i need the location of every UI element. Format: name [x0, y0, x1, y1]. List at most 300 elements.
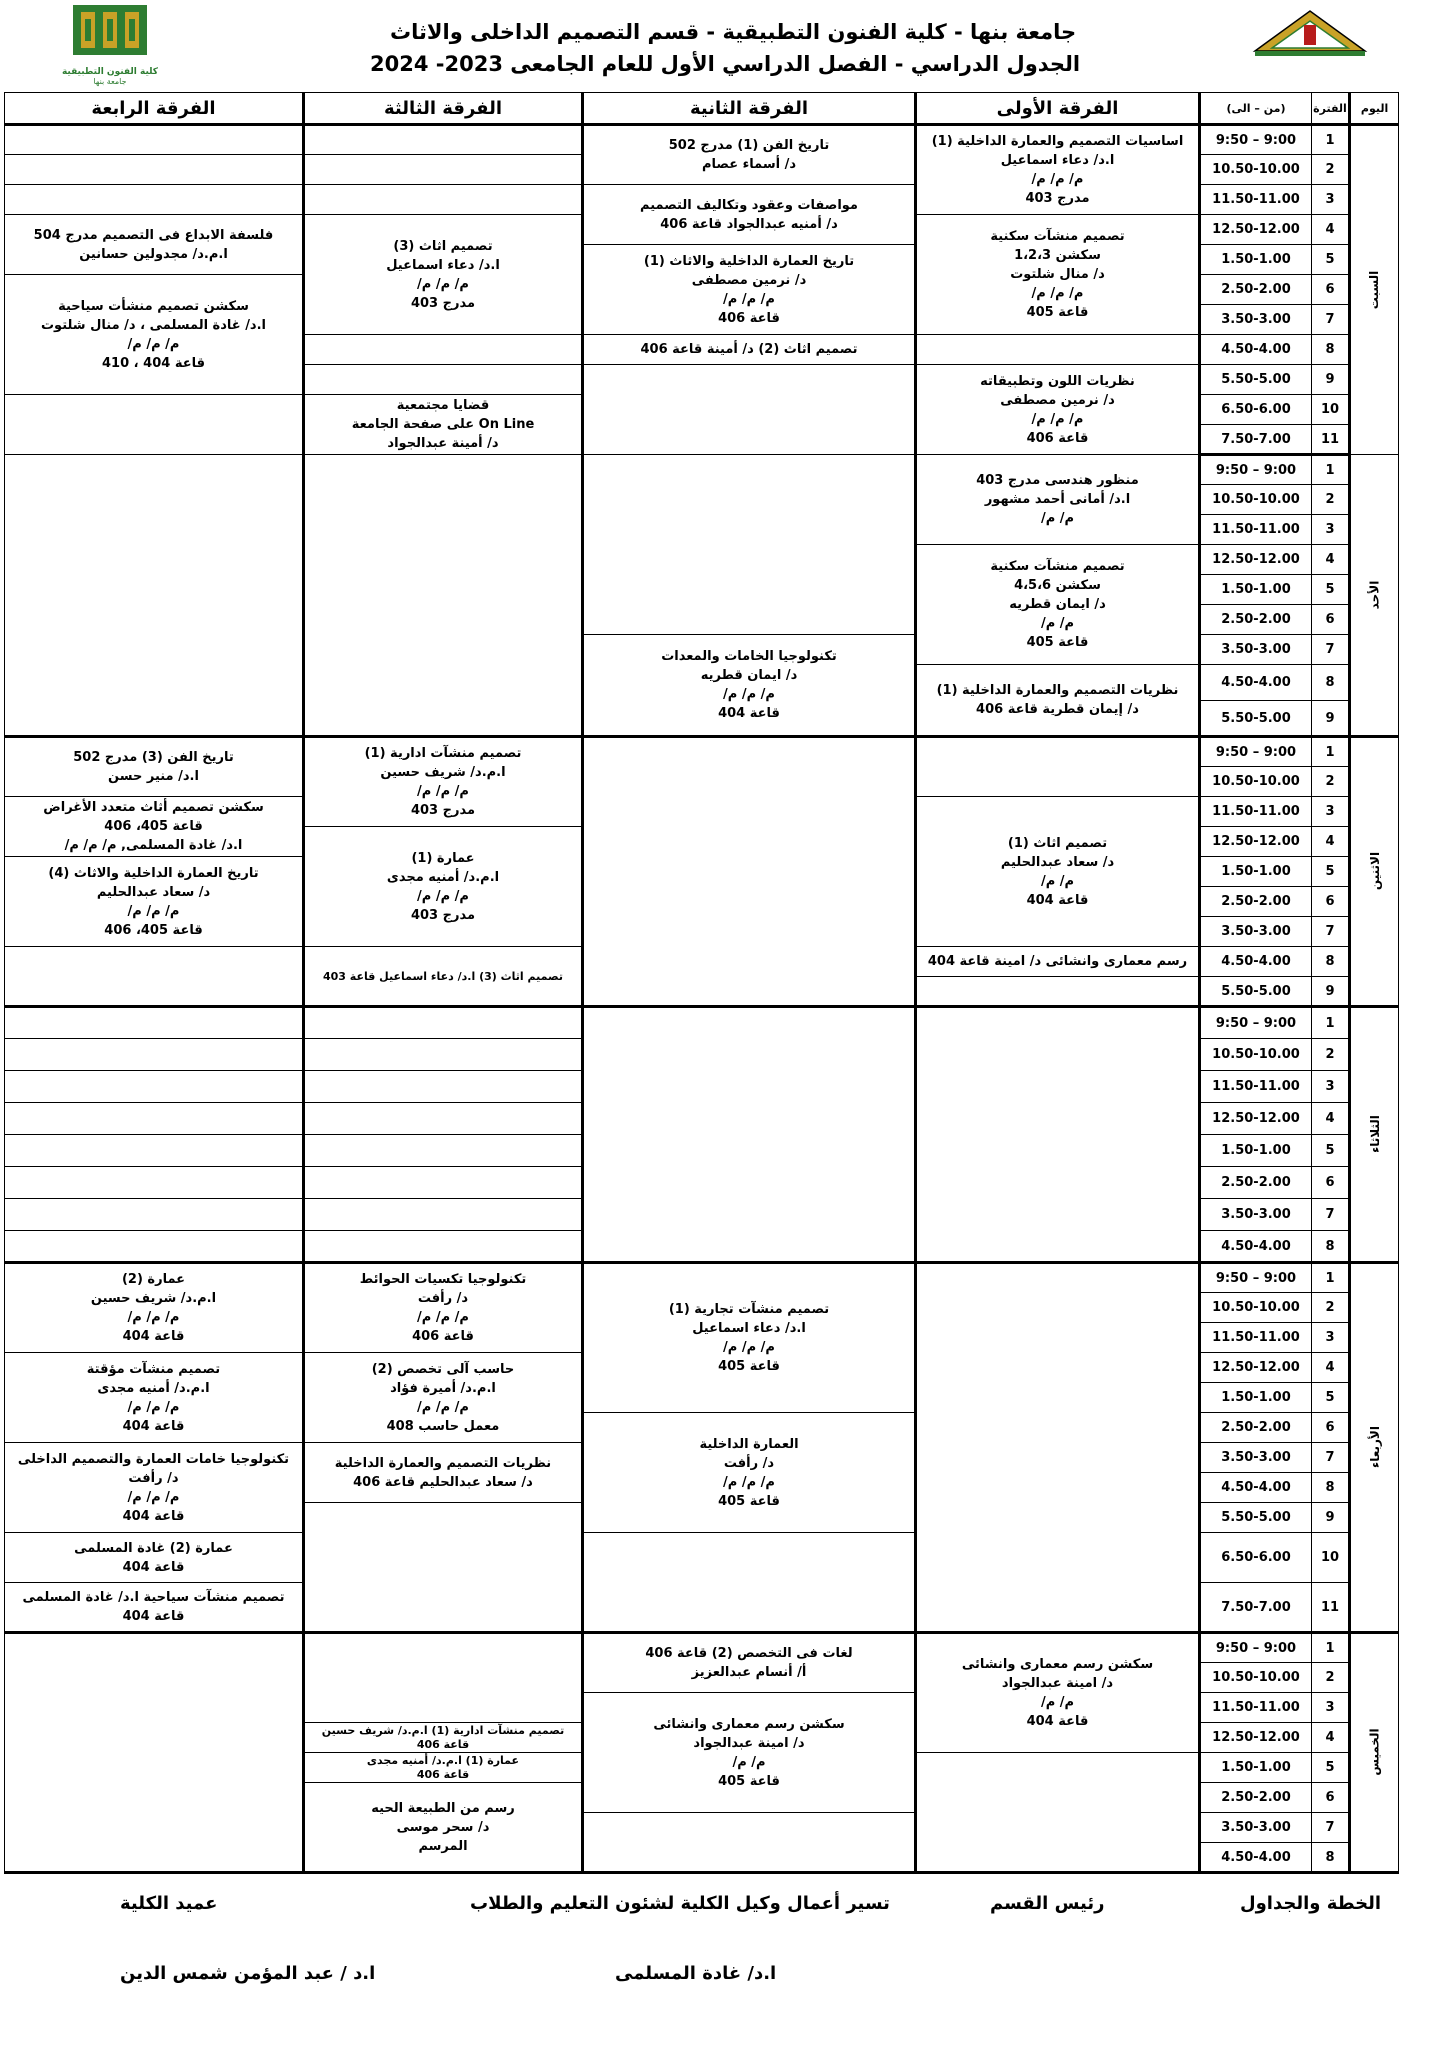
cell-line: رسم معمارى وانشائى د/ امينة قاعة 404	[927, 954, 1188, 969]
cell-line: د/ رأفت	[128, 1470, 179, 1486]
empty-cell	[304, 1007, 583, 1039]
cell-line: تصميم اثاث (2) د/ أمينة قاعة 406	[640, 342, 858, 357]
period-num: 1	[1312, 125, 1350, 155]
period-time: 11.50-11.00	[1200, 1323, 1312, 1353]
sat-row-1	[5, 125, 1399, 155]
empty-cell	[583, 1813, 916, 1873]
period-time: 11.50-11.00	[1200, 1071, 1312, 1103]
cell-line: ا.م.د/ أمنيه مجدى	[386, 869, 500, 885]
cell-line: قضايا مجتمعية	[396, 398, 490, 413]
cell-sat-y2-d	[583, 335, 916, 365]
period-time: 10.50-10.00	[1200, 485, 1312, 515]
period-num: 7	[1312, 1443, 1350, 1473]
header-row	[5, 93, 1399, 125]
period-time: 9:50 – 9:00	[1200, 455, 1312, 485]
empty-cell	[916, 977, 1200, 1007]
period-num: 4	[1312, 215, 1350, 245]
period-num: 2	[1312, 1293, 1350, 1323]
cell-line: تاريخ الفن (3) مدرج 502	[73, 750, 234, 765]
cell-line: عمارة (1) ا.م.د/ أمنيه مجدى	[366, 1753, 520, 1767]
period-time: 6.50-6.00	[1200, 1533, 1312, 1583]
cell-line: قاعة 405، 406	[104, 819, 203, 834]
col-period: الفترة	[1312, 93, 1350, 125]
cell-line: د/ سعاد عبدالحليم	[1000, 854, 1115, 870]
empty-cell	[5, 1135, 304, 1167]
cell-line: م/ م/ م/	[127, 336, 180, 352]
cell-line: تكنولوجيا خامات العمارة والتصميم الداخلى	[17, 1451, 290, 1467]
period-time: 9:50 – 9:00	[1200, 1007, 1312, 1039]
cell-line: ا.م.د/ أمنيه مجدى	[97, 1380, 210, 1396]
title-line-2: الجدول الدراسي - الفصل الدراسي الأول للعام الجامعى 2023- 2024	[370, 52, 1081, 76]
cell-line: تاريخ العمارة الداخلية والاثاث (4)	[48, 865, 259, 881]
period-num: 9	[1312, 365, 1350, 395]
cell-line: تصميم منشآت ادارية (1)	[364, 746, 522, 761]
period-num: 5	[1312, 575, 1350, 605]
cell-line: م/ م/ م/	[723, 687, 775, 702]
cell-line: قاعة 404	[122, 1418, 185, 1434]
cell-wed-y3-a	[304, 1263, 583, 1353]
empty-cell	[5, 1039, 304, 1071]
col-year-4: الفرقة الرابعة	[5, 93, 304, 125]
period-time: 1.50-1.00	[1200, 245, 1312, 275]
empty-cell	[304, 125, 583, 155]
empty-cell	[916, 1263, 1200, 1633]
cell-line: م/ م/ م/	[417, 1399, 469, 1415]
cell-line: قاعة 404	[1026, 1714, 1089, 1729]
empty-cell	[304, 1071, 583, 1103]
empty-cell	[583, 1007, 916, 1263]
cell-line: ا.د/ أمانى أحمد مشهور	[984, 492, 1131, 507]
empty-cell	[304, 335, 583, 365]
cell-line: م/ م/ م/	[1031, 286, 1084, 301]
cell-line: د/ أمنيه عبدالجواد قاعة 406	[660, 216, 838, 232]
cell-mon-y3-a	[304, 737, 583, 827]
cell-line: د/ سعاد عبدالحليم	[96, 884, 211, 900]
empty-cell	[916, 1753, 1200, 1873]
period-time: 10.50-10.00	[1200, 767, 1312, 797]
cell-sat-y2-b	[583, 185, 916, 245]
cell-sat-y2-a	[583, 125, 916, 185]
empty-cell	[916, 737, 1200, 797]
cell-sat-y1-a	[916, 125, 1200, 215]
period-num: 9	[1312, 1503, 1350, 1533]
period-num: 3	[1312, 1323, 1350, 1353]
schedule-table	[4, 92, 1399, 1874]
cell-sun-y2-a	[583, 635, 916, 737]
cell-line: قاعة 406	[416, 1737, 470, 1751]
empty-cell	[304, 1103, 583, 1135]
period-num: 9	[1312, 977, 1350, 1007]
cell-line: عمارة (2) غادة المسلمى	[74, 1540, 233, 1556]
period-time: 5.50-5.00	[1200, 365, 1312, 395]
empty-cell	[304, 1231, 583, 1263]
title-line-1: جامعة بنها - كلية الفنون التطبيقية - قسم التصميم الداخلى والاثاث	[390, 20, 1077, 44]
period-time: 1.50-1.00	[1200, 1135, 1312, 1167]
footer-department-head: رئيس القسم	[990, 1893, 1105, 1914]
period-num: 3	[1312, 1693, 1350, 1723]
cell-line: د/ رأفت	[417, 1291, 469, 1306]
cell-line: تصميم منشآت مؤقتة	[86, 1361, 221, 1377]
cell-line: تكنولوجيا تكسيات الحوائط	[359, 1272, 527, 1287]
cell-line: د/ رأفت	[723, 1455, 775, 1471]
cell-line: م/ م/ م/	[1031, 411, 1084, 427]
empty-cell	[5, 155, 304, 185]
period-time: 11.50-11.00	[1200, 515, 1312, 545]
period-num: 4	[1312, 827, 1350, 857]
period-num: 8	[1312, 1843, 1350, 1873]
period-num: 11	[1312, 1583, 1350, 1633]
cell-line: د/ سحر موسى	[396, 1819, 490, 1835]
cell-sat-y4-b	[5, 275, 304, 395]
day-tuesday: الثلاثاء	[1350, 1007, 1399, 1263]
period-time: 4.50-4.00	[1200, 947, 1312, 977]
cell-sat-y3-b	[304, 395, 583, 455]
period-num: 8	[1312, 1473, 1350, 1503]
col-year-3: الفرقة الثالثة	[304, 93, 583, 125]
cell-thu-y2-a	[583, 1633, 916, 1693]
empty-cell	[5, 1633, 304, 1873]
footer-plan: الخطة والجداول	[1240, 1893, 1382, 1914]
cell-line: رسم من الطبيعة الحيه	[371, 1800, 515, 1816]
cell-line: م/ م/	[1040, 616, 1075, 631]
footer-vice-dean-name: ا.د/ غادة المسلمى	[615, 1963, 777, 1984]
cell-line: د/ ايمان قطريه	[1009, 597, 1106, 612]
cell-line: قاعة 404	[122, 1559, 185, 1575]
period-time: 12.50-12.00	[1200, 1103, 1312, 1135]
cell-line: م/ م/ م/	[723, 1340, 775, 1355]
cell-wed-y3-c	[304, 1443, 583, 1503]
cell-thu-y3-a	[304, 1723, 583, 1753]
period-num: 6	[1312, 1413, 1350, 1443]
empty-cell	[304, 155, 583, 185]
cell-sat-y2-c	[583, 245, 916, 335]
period-time: 9:50 – 9:00	[1200, 737, 1312, 767]
cell-mon-y1-a	[916, 797, 1200, 947]
period-time: 3.50-3.00	[1200, 1199, 1312, 1231]
faculty-logo-icon	[55, 3, 165, 63]
period-num: 11	[1312, 425, 1350, 455]
period-num: 4	[1312, 1723, 1350, 1753]
period-num: 3	[1312, 797, 1350, 827]
col-time: (من – الى)	[1200, 93, 1312, 125]
cell-wed-y4-c	[5, 1443, 304, 1533]
cell-line: سكشن رسم معمارى وانشائى	[961, 1657, 1154, 1672]
period-num: 5	[1312, 857, 1350, 887]
footer-dean: عميد الكلية	[120, 1893, 218, 1914]
period-time: 3.50-3.00	[1200, 917, 1312, 947]
period-num: 6	[1312, 605, 1350, 635]
cell-wed-y2-a	[583, 1263, 916, 1413]
period-time: 11.50-11.00	[1200, 185, 1312, 215]
cell-line: ا.م.د/ شريف حسين	[380, 765, 506, 780]
cell-line: سكشن رسم معمارى وانشائى	[653, 1716, 845, 1732]
cell-line: قاعة 406	[718, 310, 780, 326]
period-num: 10	[1312, 395, 1350, 425]
period-time: 12.50-12.00	[1200, 215, 1312, 245]
day-sunday: الأحد	[1350, 455, 1399, 737]
empty-cell	[5, 1071, 304, 1103]
period-time: 2.50-2.00	[1200, 605, 1312, 635]
period-num: 7	[1312, 1813, 1350, 1843]
cell-line: ا.د/ دعاء اسماعيل	[692, 1321, 806, 1336]
cell-line: نظريات التصميم والعمارة الداخلية	[334, 1455, 552, 1471]
period-time: 9:50 – 9:00	[1200, 125, 1312, 155]
cell-line: تصميم منشآت تجارية (1)	[668, 1302, 830, 1317]
period-time: 2.50-2.00	[1200, 887, 1312, 917]
cell-line: د/ ايمان قطريه	[700, 668, 798, 683]
period-time: 10.50-10.00	[1200, 1293, 1312, 1323]
period-num: 8	[1312, 335, 1350, 365]
cell-line: قاعة 405	[718, 1493, 780, 1509]
cell-line: د/ منال شلتوت	[1010, 267, 1105, 282]
logo-text-faculty: كلية الفنون التطبيقية	[61, 67, 159, 77]
cell-line: ا.د/ دعاء اسماعيل	[386, 257, 500, 273]
empty-cell	[5, 1007, 304, 1039]
period-time: 3.50-3.00	[1200, 635, 1312, 665]
cell-line: عمارة (2)	[121, 1272, 186, 1287]
empty-cell	[5, 1199, 304, 1231]
period-time: 11.50-11.00	[1200, 797, 1312, 827]
empty-cell	[5, 947, 304, 1007]
period-num: 1	[1312, 1263, 1350, 1293]
period-time: 4.50-4.00	[1200, 665, 1312, 701]
cell-line: م/ م/ م/	[127, 903, 180, 919]
period-num: 4	[1312, 1103, 1350, 1135]
cell-mon-y4-c	[5, 857, 304, 947]
empty-cell	[583, 455, 916, 635]
period-num: 4	[1312, 1353, 1350, 1383]
cell-line: د/ إيمان قطرية قاعة 406	[976, 702, 1139, 717]
cell-line: ا.م.د/ شريف حسين	[90, 1291, 217, 1306]
empty-cell	[583, 1533, 916, 1633]
cell-line: تصميم منشآت سياحية ا.د/ غادة المسلمى	[22, 1590, 285, 1605]
cell-line: تصميم اثاث (3)	[393, 238, 493, 254]
period-time: 1.50-1.00	[1200, 857, 1312, 887]
cell-thu-y2-b	[583, 1693, 916, 1813]
period-num: 8	[1312, 665, 1350, 701]
cell-line: قاعة 404	[122, 1508, 185, 1524]
cell-mon-y4-a	[5, 737, 304, 797]
period-time: 12.50-12.00	[1200, 545, 1312, 575]
period-num: 1	[1312, 1633, 1350, 1663]
cell-mon-y3-c	[304, 947, 583, 1007]
footer-vice-dean: تسير أعمال وكيل الكلية لشئون التعليم والطلاب	[470, 1893, 890, 1914]
empty-cell	[304, 1199, 583, 1231]
cell-line: قاعة 406	[416, 1767, 470, 1781]
cell-line: م/ م/ م/	[723, 291, 775, 307]
cell-line: م/ م/	[1040, 1695, 1075, 1710]
empty-cell	[304, 185, 583, 215]
cell-wed-y3-b	[304, 1353, 583, 1443]
period-time: 10.50-10.00	[1200, 1663, 1312, 1693]
period-num: 3	[1312, 1071, 1350, 1103]
period-num: 6	[1312, 275, 1350, 305]
cell-sat-y1-b	[916, 215, 1200, 335]
period-time: 1.50-1.00	[1200, 575, 1312, 605]
cell-line: مدرج 403	[1025, 191, 1090, 206]
cell-line: تصميم منشآت ادارية (1) ا.م.د/ شريف حسين	[321, 1723, 565, 1737]
cell-sat-y3-a	[304, 215, 583, 335]
period-num: 6	[1312, 1783, 1350, 1813]
cell-line: العمارة الداخلية	[699, 1436, 799, 1452]
cell-line: سكشن تصميم أثاث متعدد الأغراض	[43, 800, 264, 815]
period-num: 2	[1312, 485, 1350, 515]
cell-line: تاريخ الفن (1) مدرج 502	[668, 138, 830, 153]
cell-line: قاعة 404	[1026, 892, 1089, 908]
cell-line: منظور هندسى مدرج 403	[976, 473, 1139, 488]
cell-line: سكشن تصميم منشأت سياحية	[58, 298, 249, 314]
cell-line: سكشن 4،5،6	[1014, 578, 1101, 593]
period-time: 10.50-10.00	[1200, 155, 1312, 185]
period-time: 4.50-4.00	[1200, 1231, 1312, 1263]
cell-line: سكشن 1،2،3	[1014, 248, 1101, 263]
period-num: 6	[1312, 887, 1350, 917]
empty-cell	[304, 1633, 583, 1723]
cell-thu-y1-a	[916, 1633, 1200, 1753]
university-logo-icon	[1250, 3, 1370, 63]
period-num: 7	[1312, 917, 1350, 947]
period-time: 2.50-2.00	[1200, 1783, 1312, 1813]
cell-line: عمارة (1)	[411, 850, 475, 866]
empty-cell	[916, 1007, 1200, 1263]
cell-line: قاعة 405	[718, 1359, 780, 1374]
period-num: 2	[1312, 1663, 1350, 1693]
period-num: 5	[1312, 245, 1350, 275]
empty-cell	[304, 1503, 583, 1633]
empty-cell	[5, 185, 304, 215]
cell-thu-y3-c	[304, 1783, 583, 1873]
day-wednesday: الأربعاء	[1350, 1263, 1399, 1633]
faculty-logo	[55, 3, 165, 86]
cell-line: قاعة 404	[122, 1329, 185, 1344]
period-num: 3	[1312, 515, 1350, 545]
cell-mon-y4-b	[5, 797, 304, 857]
cell-line: م/ م/ م/	[127, 1399, 180, 1415]
empty-cell	[304, 365, 583, 395]
cell-wed-y4-b	[5, 1353, 304, 1443]
day-thursday: الخميس	[1350, 1633, 1399, 1873]
cell-sun-y1-c	[916, 665, 1200, 737]
period-time: 12.50-12.00	[1200, 827, 1312, 857]
cell-wed-y4-e	[5, 1583, 304, 1633]
empty-cell	[583, 365, 916, 455]
day-monday: الاثنين	[1350, 737, 1399, 1007]
cell-line: م/ م/ م/	[417, 1310, 469, 1325]
cell-line: م/ م/ م/	[417, 276, 469, 292]
period-num: 1	[1312, 455, 1350, 485]
cell-line: مدرج 403	[410, 295, 476, 311]
thu-row-1	[5, 1633, 1399, 1663]
cell-mon-y3-b	[304, 827, 583, 947]
period-time: 2.50-2.00	[1200, 1413, 1312, 1443]
period-time: 4.50-4.00	[1200, 1473, 1312, 1503]
col-year-1: الفرقة الأولى	[916, 93, 1200, 125]
cell-line: قاعة 406	[1026, 430, 1089, 446]
cell-line: تصميم اثاث (3) ا.د/ دعاء اسماعيل قاعة 403	[323, 969, 563, 983]
period-num: 1	[1312, 1007, 1350, 1039]
cell-line: مدرج 403	[410, 803, 476, 818]
period-num: 5	[1312, 1135, 1350, 1167]
period-time: 9:50 – 9:00	[1200, 1633, 1312, 1663]
period-num: 2	[1312, 1039, 1350, 1071]
cell-line: نظريات التصميم والعمارة الداخلية (1)	[936, 683, 1179, 698]
cell-line: ا.د/ غادة المسلمى ، د/ منال شلتوت	[40, 317, 267, 333]
cell-line: م/ م/ م/	[127, 1489, 180, 1505]
cell-line: ا.د/ دعاء اسماعيل	[1000, 153, 1115, 168]
period-time: 4.50-4.00	[1200, 335, 1312, 365]
period-time: 12.50-12.00	[1200, 1353, 1312, 1383]
col-year-2: الفرقة الثانية	[583, 93, 916, 125]
cell-line: ا.د/ منير حسن	[108, 769, 199, 784]
empty-cell	[304, 1135, 583, 1167]
empty-cell	[304, 455, 583, 737]
period-time: 11.50-11.00	[1200, 1693, 1312, 1723]
cell-line: د/ امينة عبدالجواد	[1001, 1676, 1114, 1691]
cell-line: د/ أمينة عبدالجواد	[387, 436, 499, 451]
cell-line: قاعة 405	[718, 1773, 780, 1789]
period-num: 2	[1312, 155, 1350, 185]
cell-line: قاعة 405	[1026, 305, 1089, 320]
cell-line: م/ م/ م/	[417, 784, 469, 799]
empty-cell	[5, 1103, 304, 1135]
tue-row-1	[5, 1007, 1399, 1039]
cell-line: م/ م/	[732, 1754, 766, 1770]
cell-line: قاعة 405	[1026, 635, 1089, 650]
cell-line: د/ نرمين مصطفى	[691, 272, 807, 288]
cell-wed-y4-d	[5, 1533, 304, 1583]
period-num: 1	[1312, 737, 1350, 767]
period-num: 10	[1312, 1533, 1350, 1583]
cell-line: ا.د/ غادة المسلمى, م/ م/ م/	[64, 838, 243, 853]
cell-line: ا.م.د/ مجدولين حسانين	[79, 246, 228, 262]
period-time: 2.50-2.00	[1200, 275, 1312, 305]
cell-line: قاعة 404	[122, 1609, 185, 1624]
period-num: 9	[1312, 701, 1350, 737]
cell-line: On Line على صفحة الجامعة	[351, 417, 535, 432]
empty-cell	[5, 1167, 304, 1199]
cell-thu-y3-b	[304, 1753, 583, 1783]
cell-line: د/ سعاد عبدالحليم قاعة 406	[353, 1474, 533, 1490]
cell-line: م/ م/ م/	[723, 1474, 775, 1490]
period-num: 5	[1312, 1753, 1350, 1783]
period-time: 3.50-3.00	[1200, 305, 1312, 335]
cell-line: م/ م/	[1040, 873, 1075, 889]
cell-line: م/ م/ م/	[1031, 172, 1084, 187]
period-num: 8	[1312, 947, 1350, 977]
period-time: 2.50-2.00	[1200, 1167, 1312, 1199]
period-time: 3.50-3.00	[1200, 1813, 1312, 1843]
empty-cell	[916, 335, 1200, 365]
period-time: 5.50-5.00	[1200, 977, 1312, 1007]
empty-cell	[5, 395, 304, 455]
period-num: 7	[1312, 635, 1350, 665]
sun-row-1	[5, 455, 1399, 485]
period-time: 5.50-5.00	[1200, 1503, 1312, 1533]
cell-sat-y1-c	[916, 365, 1200, 455]
empty-cell	[5, 455, 304, 737]
period-time: 4.50-4.00	[1200, 1843, 1312, 1873]
period-time: 10.50-10.00	[1200, 1039, 1312, 1071]
period-time: 3.50-3.00	[1200, 1443, 1312, 1473]
cell-line: تاريخ العمارة الداخلية والاثاث (1)	[643, 253, 855, 269]
day-saturday: السبت	[1350, 125, 1399, 455]
cell-mon-y1-b	[916, 947, 1200, 977]
cell-line: م/ م/ م/	[417, 888, 469, 904]
period-time: 12.50-12.00	[1200, 1723, 1312, 1753]
cell-wed-y2-b	[583, 1413, 916, 1533]
period-time: 7.50-7.00	[1200, 1583, 1312, 1633]
period-time: 9:50 – 9:00	[1200, 1263, 1312, 1293]
